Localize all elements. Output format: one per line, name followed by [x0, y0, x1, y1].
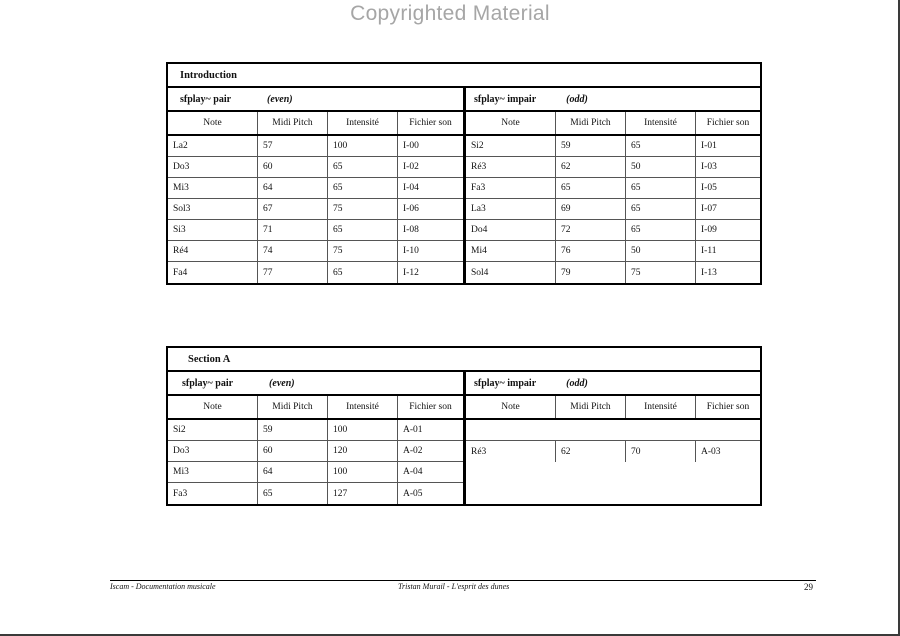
- cell-intensite: 50: [626, 157, 696, 177]
- cell-fichier-son: I-05: [701, 183, 717, 193]
- header-note: Note: [466, 396, 556, 418]
- cell-fichier-son: I-13: [701, 267, 717, 278]
- header-intensite: Intensité: [328, 112, 398, 134]
- cell-intensite: 65: [328, 262, 398, 283]
- cell-note: Ré4: [168, 241, 258, 261]
- sub-header-odd: [466, 88, 760, 112]
- rows-container: [168, 136, 463, 283]
- rows-container: [466, 136, 760, 283]
- cell-fichier-son: I-07: [701, 204, 717, 214]
- cell-intensite: 65: [626, 178, 696, 198]
- cell-fichier-son: A-01: [403, 425, 423, 435]
- cell-intensite: 100: [328, 462, 398, 482]
- cell-midi-pitch: 59: [556, 136, 626, 156]
- cell-note: Fa4: [168, 262, 258, 283]
- table-even: [168, 88, 466, 283]
- section-title: Section A: [168, 348, 760, 372]
- cell-note: Mi3: [168, 178, 258, 198]
- cell-intensite: 75: [328, 241, 398, 261]
- cell-note: Sol3: [168, 199, 258, 219]
- cell-fichier-son: A-05: [403, 488, 423, 499]
- header-note: Note: [168, 112, 258, 134]
- table-row: [168, 157, 463, 178]
- column-headers: [168, 112, 463, 136]
- section-title: Introduction: [168, 64, 760, 88]
- cell-fichier-son: I-01: [701, 141, 717, 151]
- cell-midi-pitch: 65: [258, 483, 328, 504]
- table-row: [466, 178, 760, 199]
- cell-intensite: 100: [328, 136, 398, 156]
- cell-midi-pitch: 62: [556, 157, 626, 177]
- table-row: [466, 262, 760, 283]
- cell-midi-pitch: 64: [258, 178, 328, 198]
- table-section-a: [166, 346, 762, 506]
- table-row: [466, 157, 760, 178]
- cell-note: La3: [466, 199, 556, 219]
- cell-intensite: 65: [328, 157, 398, 177]
- table-even: [168, 372, 466, 504]
- sfplay-pair-label: sfplay~ pair: [180, 93, 232, 105]
- cell-note: Sol4: [466, 262, 556, 283]
- even-label: (even): [267, 93, 293, 105]
- cell-note: Fa3: [466, 178, 556, 198]
- cell-midi-pitch: 71: [258, 220, 328, 240]
- header-midi-pitch: Midi Pitch: [556, 112, 626, 134]
- empty-cell: [466, 420, 760, 440]
- empty-row: [466, 420, 760, 441]
- header-midi-pitch: Midi Pitch: [258, 112, 328, 134]
- table-row: [168, 483, 463, 504]
- table-row: [168, 136, 463, 157]
- table-row: [466, 441, 760, 462]
- header-note: Note: [168, 396, 258, 418]
- table-row: [168, 220, 463, 241]
- table-row: [466, 220, 760, 241]
- cell-note: Ré3: [466, 441, 556, 462]
- page-number: 29: [804, 582, 813, 592]
- cell-fichier-son: I-02: [403, 162, 419, 172]
- cell-fichier-son: I-03: [701, 162, 717, 172]
- cell-midi-pitch: 77: [258, 262, 328, 283]
- cell-intensite: 65: [328, 220, 398, 240]
- cell-note: Do3: [168, 157, 258, 177]
- cell-intensite: 70: [626, 441, 696, 462]
- cell-midi-pitch: 64: [258, 462, 328, 482]
- cell-fichier-son: I-06: [403, 204, 419, 214]
- table-row: [466, 241, 760, 262]
- header-fichier-son: Fichier son: [409, 118, 452, 128]
- cell-midi-pitch: 59: [258, 420, 328, 440]
- table-row: [168, 441, 463, 462]
- table-row: [168, 241, 463, 262]
- cell-fichier-son: I-12: [403, 267, 419, 278]
- cell-midi-pitch: 67: [258, 199, 328, 219]
- cell-fichier-son: I-11: [701, 246, 717, 256]
- cell-note: Mi4: [466, 241, 556, 261]
- footer-center-text: Tristan Murail - L'esprit des dunes: [398, 582, 510, 591]
- header-note: Note: [466, 112, 556, 134]
- cell-midi-pitch: 65: [556, 178, 626, 198]
- even-label: (even): [269, 377, 295, 389]
- cell-note: Mi3: [168, 462, 258, 482]
- cell-intensite: 127: [328, 483, 398, 504]
- cell-intensite: 120: [328, 441, 398, 461]
- cell-midi-pitch: 74: [258, 241, 328, 261]
- cell-note: Si2: [168, 420, 258, 440]
- header-intensite: Intensité: [328, 396, 398, 418]
- odd-label: (odd): [566, 93, 588, 105]
- cell-intensite: 65: [626, 220, 696, 240]
- footer-rule: [110, 580, 816, 581]
- sfplay-pair-label: sfplay~ pair: [182, 377, 234, 389]
- empty-area: [466, 462, 760, 504]
- cell-fichier-son: I-09: [701, 225, 717, 235]
- table-row: [168, 262, 463, 283]
- header-midi-pitch: Midi Pitch: [258, 396, 328, 418]
- cell-fichier-son: A-03: [701, 446, 721, 457]
- cell-midi-pitch: 72: [556, 220, 626, 240]
- footer-left-text: Iscam - Documentation musicale: [110, 582, 216, 591]
- column-headers: [168, 396, 463, 420]
- cell-midi-pitch: 79: [556, 262, 626, 283]
- cell-intensite: 75: [626, 262, 696, 283]
- table-row: [168, 462, 463, 483]
- sfplay-impair-label: sfplay~ impair: [474, 93, 537, 105]
- header-fichier-son: Fichier son: [706, 118, 750, 128]
- column-headers: [466, 112, 760, 136]
- cell-midi-pitch: 69: [556, 199, 626, 219]
- column-headers: [466, 396, 760, 420]
- table-odd: [466, 372, 760, 504]
- header-intensite: Intensité: [626, 112, 696, 134]
- cell-note: La2: [168, 136, 258, 156]
- header-fichier-son: Fichier son: [409, 402, 452, 412]
- sub-header-even: [168, 88, 463, 112]
- cell-note: Si2: [466, 136, 556, 156]
- table-row: [466, 199, 760, 220]
- cell-note: Ré3: [466, 157, 556, 177]
- cell-intensite: 65: [626, 199, 696, 219]
- cell-midi-pitch: 57: [258, 136, 328, 156]
- cell-fichier-son: I-10: [403, 246, 419, 256]
- cell-fichier-son: I-04: [403, 183, 419, 193]
- cell-fichier-son: A-02: [403, 446, 423, 456]
- cell-fichier-son: I-08: [403, 225, 419, 235]
- cell-midi-pitch: 76: [556, 241, 626, 261]
- cell-intensite: 75: [328, 199, 398, 219]
- table-row: [466, 136, 760, 157]
- cell-midi-pitch: 60: [258, 157, 328, 177]
- sfplay-impair-label: sfplay~ impair: [474, 377, 537, 389]
- cell-fichier-son: A-04: [403, 467, 423, 477]
- rows-container: [466, 441, 760, 462]
- cell-intensite: 100: [328, 420, 398, 440]
- table-row: [168, 420, 463, 441]
- cell-note: Fa3: [168, 483, 258, 504]
- odd-label: (odd): [566, 377, 588, 389]
- table-row: [168, 178, 463, 199]
- header-midi-pitch: Midi Pitch: [556, 396, 626, 418]
- sub-header-odd: [466, 372, 760, 396]
- header-intensite: Intensité: [626, 396, 696, 418]
- sub-header-even: [168, 372, 463, 396]
- cell-intensite: 50: [626, 241, 696, 261]
- table-odd: [466, 88, 760, 283]
- table-introduction: [166, 62, 762, 285]
- table-row: [168, 199, 463, 220]
- cell-intensite: 65: [328, 178, 398, 198]
- copyright-watermark: Copyrighted Material: [350, 2, 550, 25]
- cell-intensite: 65: [626, 136, 696, 156]
- rows-container: [168, 420, 463, 504]
- header-fichier-son: Fichier son: [706, 402, 750, 412]
- cell-midi-pitch: 60: [258, 441, 328, 461]
- cell-midi-pitch: 62: [556, 441, 626, 462]
- cell-note: Do4: [466, 220, 556, 240]
- cell-note: Do3: [168, 441, 258, 461]
- cell-fichier-son: I-00: [403, 141, 419, 151]
- cell-note: Si3: [168, 220, 258, 240]
